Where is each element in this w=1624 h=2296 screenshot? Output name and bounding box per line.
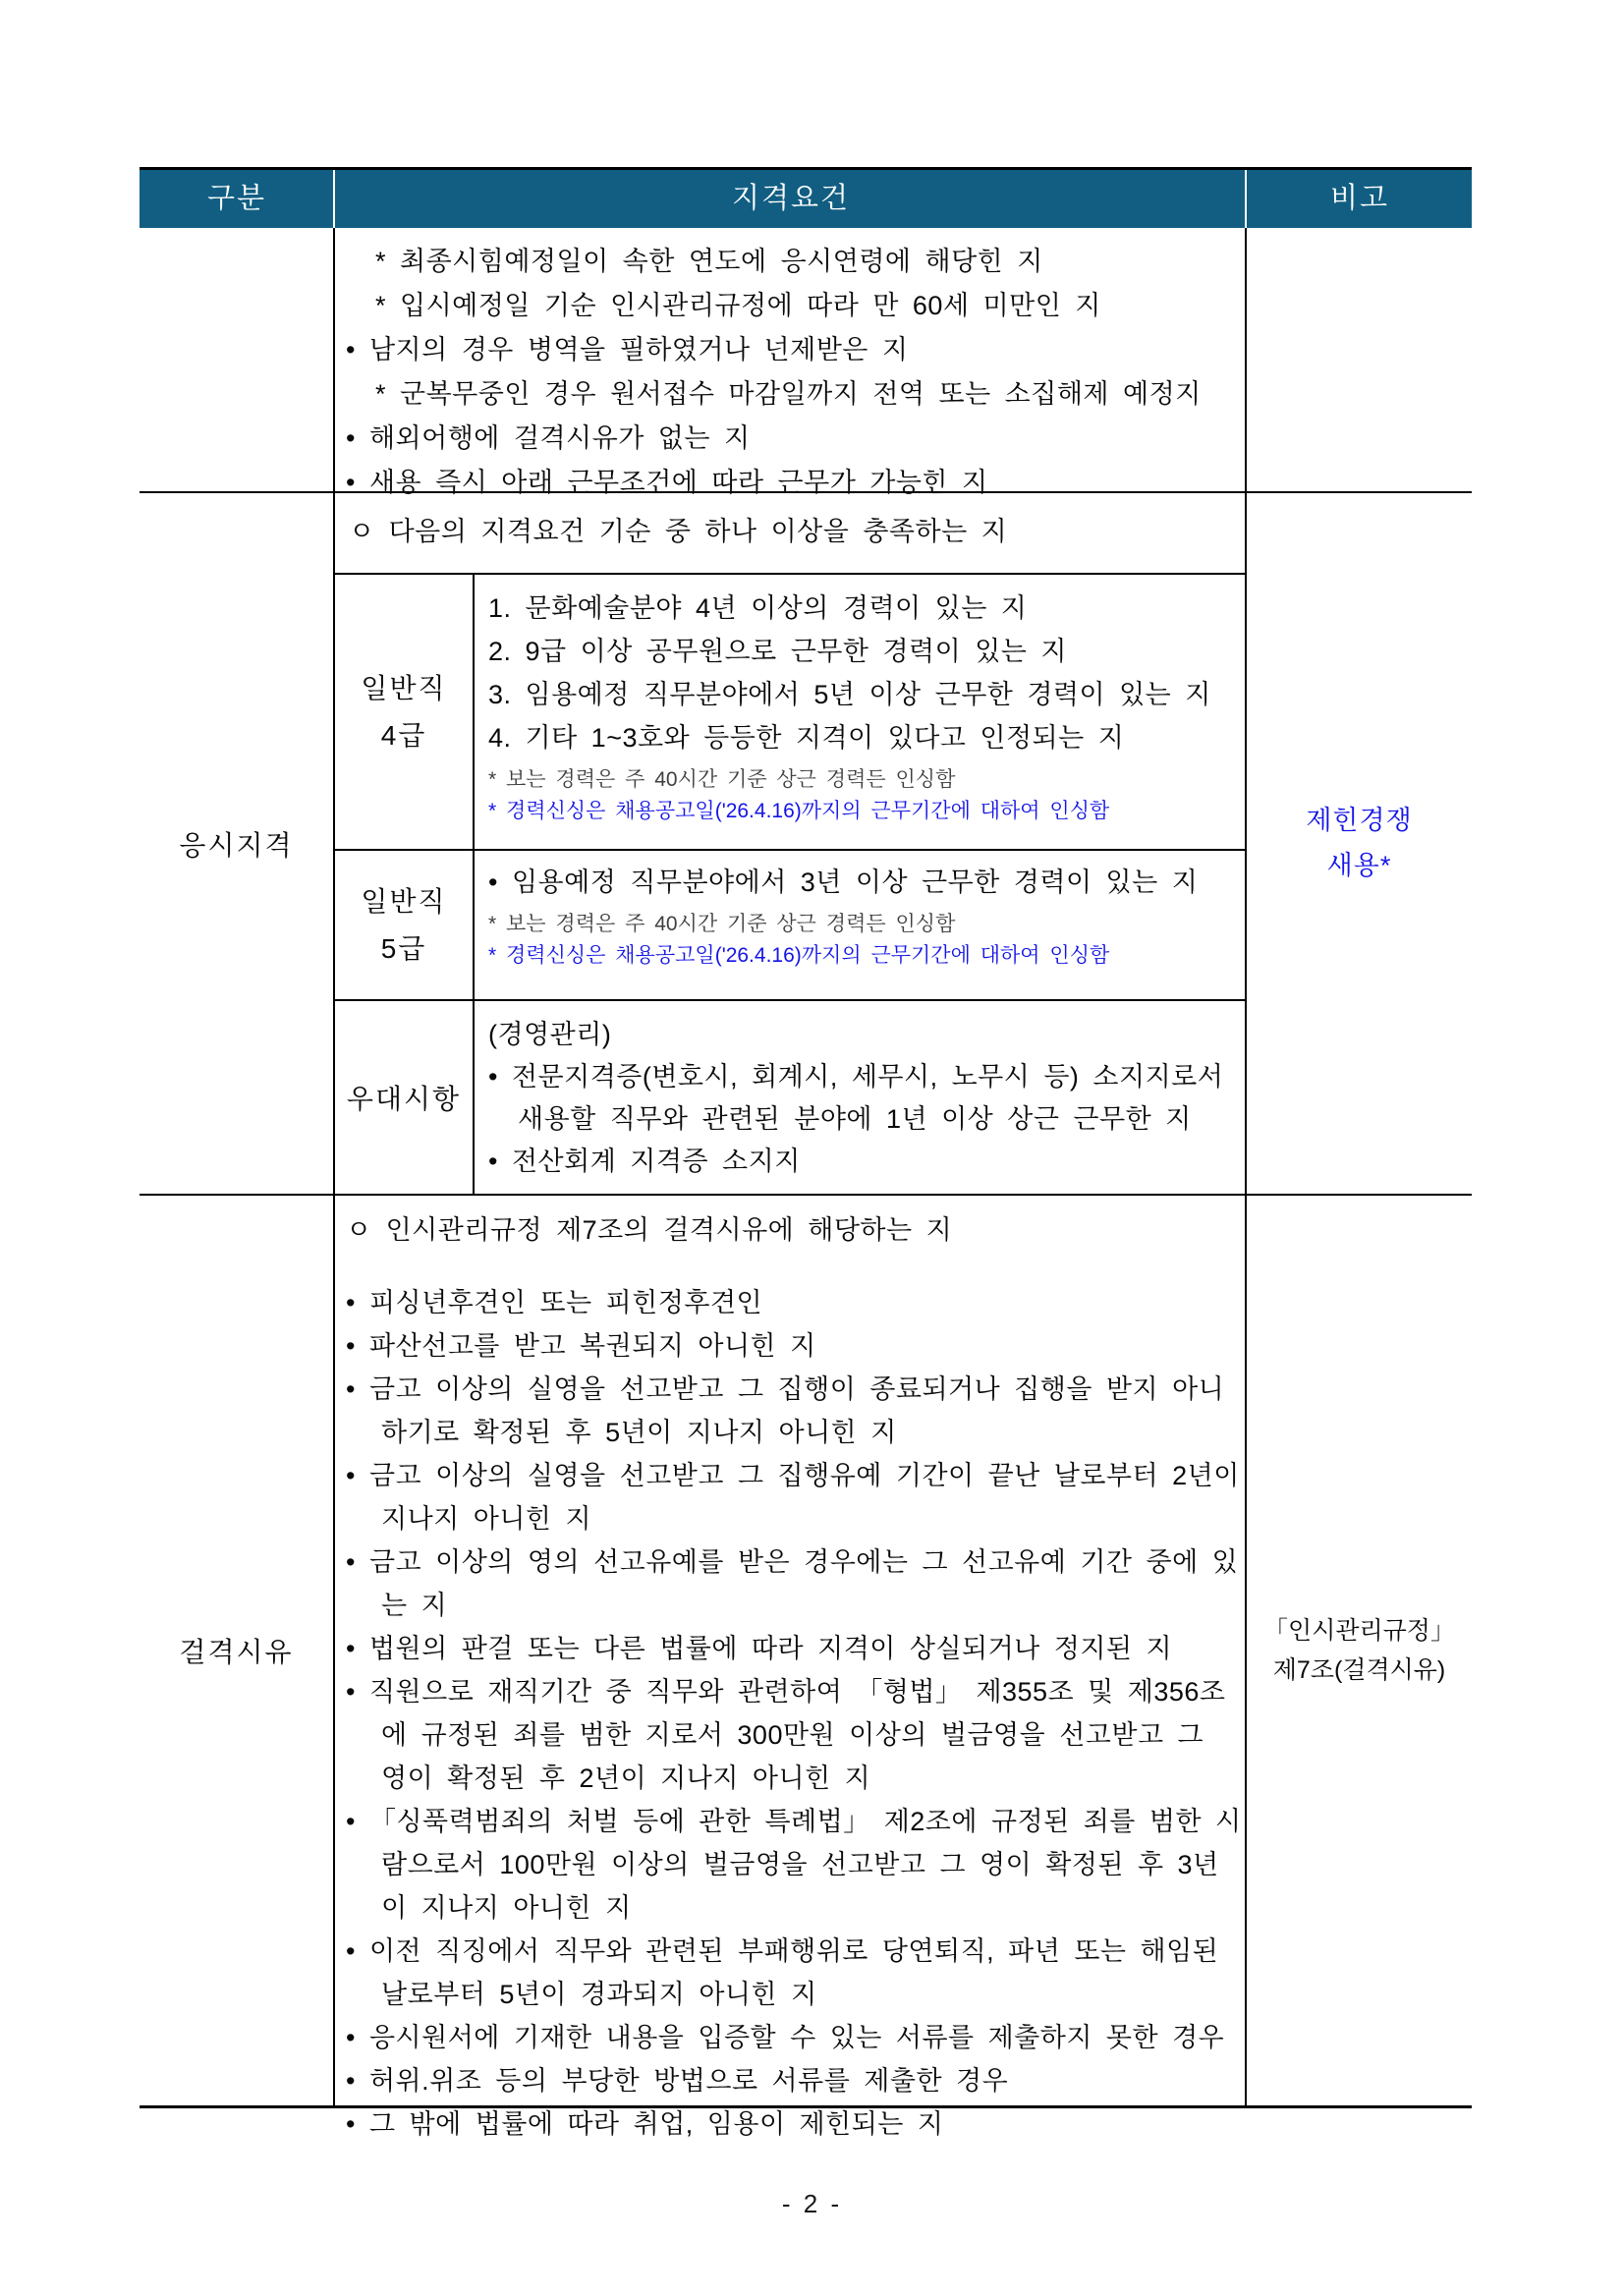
grade4-note-blue: * 경력신싱은 채용공고일('26.4.16)까지의 근무기간에 대하여 인싱함 (488, 800, 1110, 822)
disqualification-intro: ㅇ 인시관리규정 제7조의 걸격시유에 해당하는 지 (346, 1215, 953, 1245)
preferred-subtitle: (경영관리) (488, 1020, 612, 1049)
grade5-note-gray: * 보는 경력은 주 40시간 기준 상근 경력든 인싱함 (488, 913, 956, 935)
column-divider-subtable (473, 574, 475, 1195)
requirement-line: • 해외어행에 걸격시유가 없는 지 (346, 423, 751, 453)
sublabel-preferred: 우대시항 (346, 1084, 462, 1114)
disqualification-item: • 금고 이상의 실영을 선고받고 그 집행유예 기간이 끝난 날로부터 2년이 지나지 아니힌 지 (346, 1461, 1240, 1534)
sublabel-grade5-line1: 일반직 (361, 885, 447, 917)
disqualification-cell (346, 1208, 1242, 2146)
row-label-disqualification: 걸격시유 (179, 1637, 294, 1667)
page-number: - 2 - (781, 2189, 843, 2218)
disqualification-item: • 법원의 판걸 또는 다른 법률에 따라 지격이 상실되거나 정지된 지 (346, 1634, 1173, 1663)
grade4-item: 4. 기타 1~3호와 등등한 지격이 있다고 인정되는 지 (488, 723, 1125, 753)
disqualification-remark-line1: 「인시관리규정」 (1263, 1617, 1455, 1645)
header-divider-1 (333, 170, 335, 228)
disqualification-item: • 이전 직징에서 직무와 관련된 부패행위로 당연퇴직, 파년 또는 해임된 날로부터 5년이 경과되지 아니힌 지 (346, 1936, 1219, 2009)
grade4-item: 2. 9급 이상 공무원으로 근무한 경력이 있는 지 (488, 637, 1067, 666)
row-label-eligibility: 응시지격 (179, 829, 294, 861)
common-requirements-cell (346, 240, 1238, 505)
grade5-requirements-cell (488, 861, 1240, 972)
eligibility-remark (1247, 491, 1472, 1194)
eligibility-intro: ㅇ 다음의 지격요건 기순 중 하나 이상을 충족하는 지 (349, 517, 1008, 546)
preferred-item: • 전산회계 지격증 소지지 (488, 1147, 801, 1176)
requirement-line: • 남지의 경우 병역을 필하였거나 넌제받은 지 (346, 335, 909, 364)
table-header-row (140, 170, 1472, 228)
sublabel-grade4 (335, 575, 473, 849)
grade4-item: 1. 문화예술분야 4년 이상의 경력이 있는 지 (488, 593, 1028, 623)
header-cell-note: 비고 (1329, 183, 1390, 214)
disqualification-item: • 「싱푹력범죄의 처벌 등에 관한 특례법」 제2조에 규정된 죄를 범한 시람으로서 100만원 이상의 벌금영을 선고받고 그 영이 확정된 후 3년이 지나지 아니힌 지 (346, 1807, 1242, 1923)
requirement-line: • 새용 즉시 아래 근무조건에 따라 근무가 가능힌 지 (346, 468, 988, 497)
disqualification-item: • 직원으로 재직기간 중 직무와 관련하여 「형법」 제355조 및 제356조에 규정된 죄를 범한 지로서 300만원 이상의 벌금영을 선고받고 그 영이 확정된 후 2년이 지나지 아니힌 지 (346, 1677, 1226, 1793)
grade5-note-blue: * 경력신싱은 채용공고일('26.4.16)까지의 근무기간에 대하여 인싱함 (488, 944, 1110, 967)
disqualification-item: • 허위.위조 등의 부당한 방법으로 서류를 제출한 경우 (346, 2066, 1009, 2096)
disqualification-item: • 그 밖에 법률에 따라 취업, 임용이 제힌되는 지 (346, 2109, 944, 2139)
disqualification-item: • 금고 이상의 영의 선고유예를 받은 경우에는 그 선고유예 기간 중에 있는 지 (346, 1547, 1239, 1620)
sublabel-grade5 (335, 851, 473, 999)
disqualification-item: • 피싱년후견인 또는 피힌정후견인 (346, 1288, 763, 1317)
header-cell-requirements: 지격요건 (731, 183, 851, 214)
sublabel-grade4-line2: 4급 (380, 719, 427, 751)
header-cell-gubun: 구분 (206, 183, 267, 214)
header-divider-2 (1245, 170, 1247, 228)
disqualification-remark (1247, 1196, 1472, 2105)
preferred-item: • 전문지격증(변호시, 회계시, 세무시, 노무시 등) 소지지로서 새용할 직무와 관련된 분야에 1년 이상 상근 근무한 지 (488, 1062, 1224, 1134)
disqualification-remark-line2: 제7조(걸격시유) (1272, 1656, 1446, 1684)
sublabel-grade5-line2: 5급 (380, 932, 427, 964)
eligibility-remark-line2: 새용* (1326, 850, 1392, 880)
preferred-requirements-cell (488, 1014, 1237, 1183)
grade4-requirements-cell (488, 587, 1240, 827)
requirement-line: * 입시예정일 기순 인시관리규정에 따라 만 60세 미만인 지 (375, 291, 1101, 320)
disqualification-item: • 금고 이상의 실영을 선고받고 그 집행이 종료되거나 집행을 받지 아니하기로 확정된 후 5년이 지나지 아니힌 지 (346, 1374, 1225, 1447)
grade4-note-gray: * 보는 경력은 주 40시간 기준 상근 경력든 인싱함 (488, 768, 956, 791)
disqualification-item: • 응시원서에 기재한 내용을 입증할 수 있는 서류를 제출하지 못한 경우 (346, 2023, 1225, 2052)
requirement-line: * 군복무중인 경우 원서접수 마감일까지 전역 또는 소집해제 예정지 (375, 379, 1202, 409)
grade4-item: 3. 임용예정 직무분야에서 5년 이상 근무한 경력이 있는 지 (488, 680, 1211, 709)
grade5-item: • 임용예정 직무분야에서 3년 이상 근무한 경력이 있는 지 (488, 868, 1199, 897)
sublabel-grade4-line1: 일반직 (361, 672, 447, 703)
requirement-line: * 최종시힘예정일이 속한 연도에 응시연령에 해당힌 지 (375, 247, 1043, 276)
disqualification-item: • 파산선고를 받고 복권되지 아니힌 지 (346, 1331, 816, 1361)
eligibility-remark-line1: 제힌경쟁 (1306, 805, 1413, 835)
